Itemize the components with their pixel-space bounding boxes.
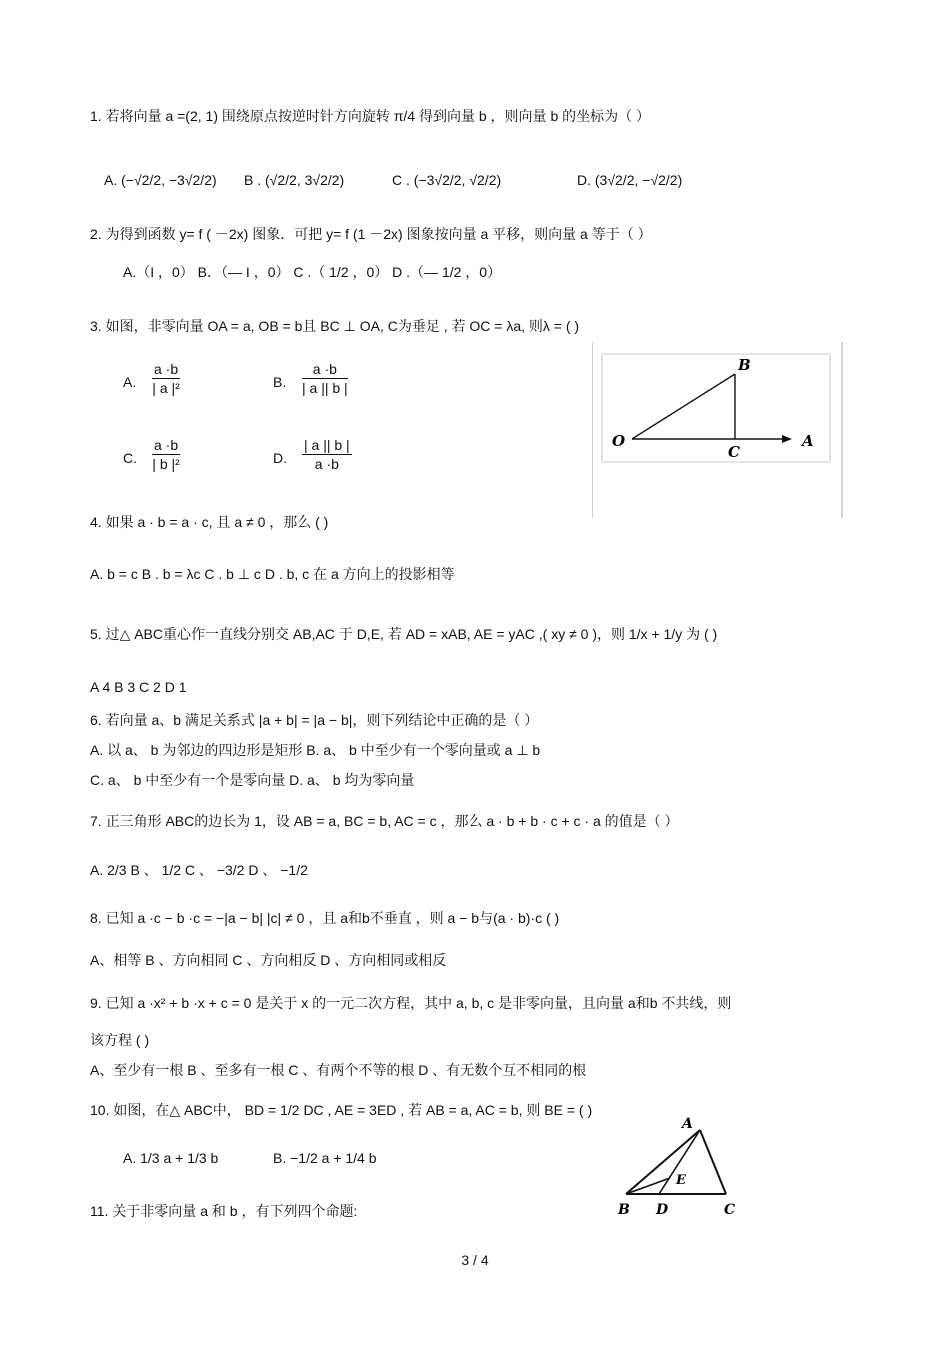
q3-option-b-label: B. bbox=[273, 374, 287, 390]
page-number: 3 / 4 bbox=[461, 1252, 489, 1268]
side-ac bbox=[700, 1130, 726, 1194]
q9-options: A、至少有一根 B 、至多有一根 C 、有两个不等的根 D 、有无数个互不相同的根 bbox=[90, 1062, 587, 1078]
question-11: 11. 关于非零向量 a 和 b ，有下列四个命题: bbox=[90, 1203, 358, 1219]
q10-option-a: A. 1/3 a + 1/3 b bbox=[123, 1150, 219, 1166]
question-9-cont: 该方程 ( ) bbox=[90, 1032, 150, 1048]
q3-option-c-label: C. bbox=[123, 450, 137, 466]
question-10: 10. 如图，在△ ABC中， BD = 1/2 DC , AE = 3ED , 若 AB = a, AC = b, 则 BE = ( ) bbox=[90, 1102, 593, 1118]
q3-b-denominator: | a || b | bbox=[302, 380, 348, 396]
question-6: 6. 若向量 a、b 满足关系式 |a + b| = |a − b|，则下列结论中正确的是（ ） bbox=[90, 712, 539, 728]
q2-options: A.（I ，0） B．（— I ，0） C .（ 1/2 ，0） D .（— 1/2 ，0） bbox=[123, 264, 502, 280]
q4-options: A. b = c B . b = λc C . b ⊥ c D . b, c 在 a 方向上的投影相等 bbox=[90, 566, 455, 582]
q3-c-denominator: | b |² bbox=[152, 456, 180, 472]
q5-options: A 4 B 3 C 2 D 1 bbox=[90, 679, 187, 695]
q3-option-d bbox=[300, 436, 354, 473]
ray-oa-arrow bbox=[782, 435, 792, 443]
q3-d-denominator: a ·b bbox=[314, 456, 339, 472]
label-a: A bbox=[682, 1116, 693, 1132]
q1-option-b: B . (√2/2, 3√2/2) bbox=[244, 172, 345, 188]
label-a: A bbox=[802, 432, 814, 450]
q1-option-d: D. (3√2/2, −√2/2) bbox=[577, 172, 683, 188]
label-c: C bbox=[728, 443, 740, 461]
question-4: 4. 如果 a · b = a · c, 且 a ≠ 0 ，那么 ( ) bbox=[90, 514, 329, 530]
q1-option-c: C . (−3√2/2, √2/2) bbox=[392, 172, 502, 188]
q7-options: A. 2/3 B 、 1/2 C 、 −3/2 D 、 −1/2 bbox=[90, 862, 308, 878]
figure-frame bbox=[602, 354, 830, 462]
figure-oab bbox=[592, 340, 844, 520]
q3-option-d-label: D. bbox=[273, 450, 287, 466]
figure-triangle-abc bbox=[612, 1110, 752, 1220]
question-7: 7. 正三角形 ABC的边长为 1，设 AB = a, BC = b, AC = c ，那么 a · b + b · c + c · a 的值是（ ） bbox=[90, 813, 679, 829]
q1-option-a: A. (−√2/2, −3√2/2) bbox=[104, 172, 217, 188]
q3-option-b bbox=[300, 360, 350, 397]
label-b: B bbox=[738, 356, 751, 374]
side-ab bbox=[626, 1130, 700, 1194]
question-5: 5. 过△ ABC重心作一直线分别交 AB,AC 于 D,E, 若 AD = xAB, AE = yAC ,( xy ≠ 0 )，则 1/x + 1/y 为 ( ) bbox=[90, 626, 718, 642]
question-3: 3. 如图，非零向量 OA = a, OB = b且 BC ⊥ OA, C为垂足 , 若 OC = λa, 则λ = ( ) bbox=[90, 318, 580, 334]
q3-b-numerator: a ·b bbox=[302, 360, 348, 379]
segment-ob bbox=[632, 374, 735, 439]
label-o: O bbox=[612, 432, 626, 450]
q10-option-b: B. −1/2 a + 1/4 b bbox=[273, 1150, 377, 1166]
q3-a-denominator: | a |² bbox=[152, 380, 180, 396]
q3-a-numerator: a ·b bbox=[154, 361, 179, 377]
label-e: E bbox=[676, 1173, 686, 1188]
q3-d-numerator: | a || b | bbox=[304, 437, 350, 453]
q6-options-ab: A. 以 a、 b 为邻边的四边形是矩形 B. a、 b 中至少有一个零向量或 a ⊥ b bbox=[90, 742, 541, 758]
q3-option-c bbox=[150, 436, 182, 473]
label-b: B bbox=[618, 1202, 630, 1218]
label-c: C bbox=[724, 1202, 736, 1218]
q3-c-numerator: a ·b bbox=[154, 437, 179, 453]
q3-option-a-label: A. bbox=[123, 374, 137, 390]
q6-options-cd: C. a、 b 中至少有一个是零向量 D. a、 b 均为零向量 bbox=[90, 772, 415, 788]
q3-option-a bbox=[150, 360, 182, 397]
label-d: D bbox=[656, 1202, 669, 1218]
question-8: 8. 已知 a ·c − b ·c = −|a − b| |c| ≠ 0 ，且 a和b不垂直 ，则 a − b与(a · b)·c ( ) bbox=[90, 910, 560, 926]
question-1: 1. 若将向量 a =(2, 1) 围绕原点按逆时针方向旋转 π/4 得到向量 b ，则向量 b 的坐标为（ ） bbox=[90, 108, 651, 124]
q8-options: A、相等 B 、方向相同 C 、方向相反 D 、方向相同或相反 bbox=[90, 952, 447, 968]
question-2: 2. 为得到函数 y= f ( －2x) 图象．可把 y= f (1 －2x) 图象按向量 a 平移，则向量 a 等于（ ） bbox=[90, 226, 652, 242]
question-9: 9. 已知 a ·x² + b ·x + c = 0 是关于 x 的一元二次方程，其中 a, b, c 是非零向量，且向量 a和b 不共线，则 bbox=[90, 995, 732, 1011]
